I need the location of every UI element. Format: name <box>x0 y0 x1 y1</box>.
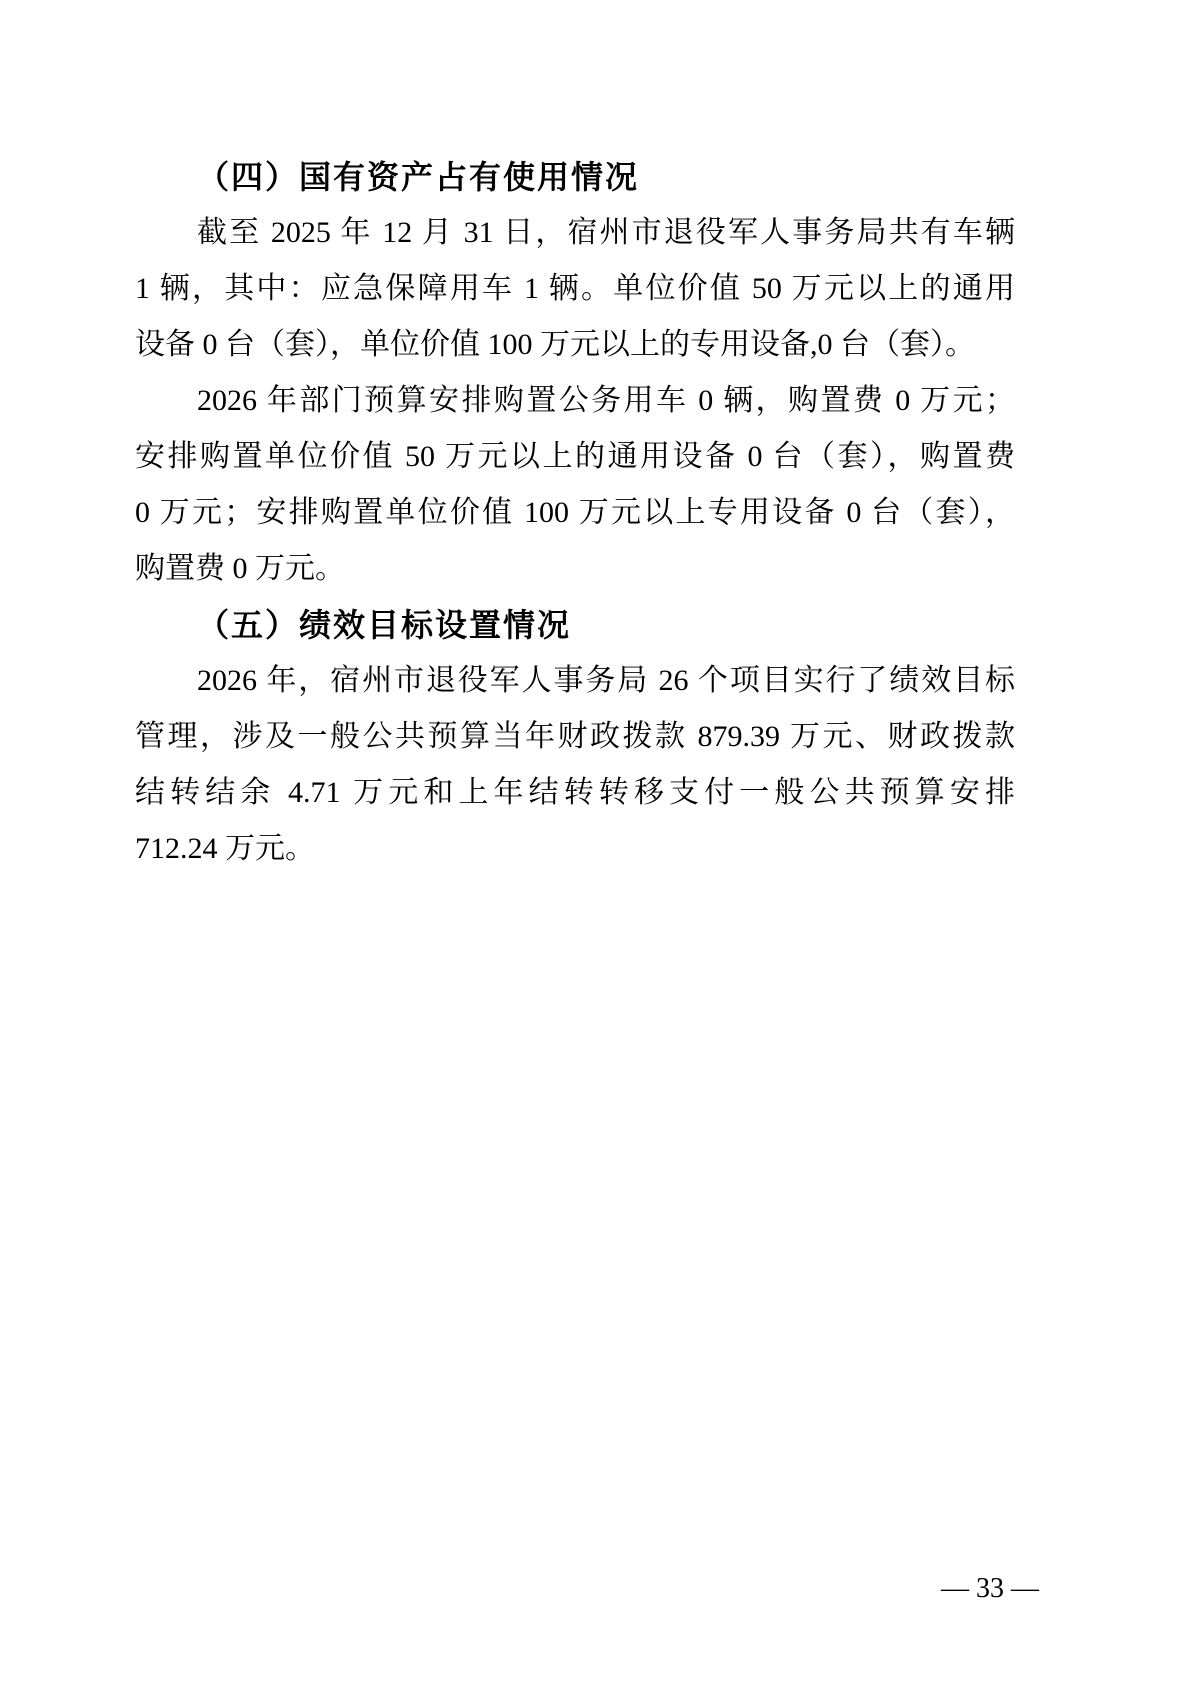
paragraph-line: 结转结余 4.71 万元和上年结转转移支付一般公共预算安排 <box>135 776 1015 809</box>
paragraph-line: 0 万元；安排购置单位价值 100 万元以上专用设备 0 台（套）， <box>135 496 1015 529</box>
paragraph-line: 设备 0 台（套），单位价值 100 万元以上的专用设备,0 台（套）。 <box>135 328 975 361</box>
paragraph-line: 管理，涉及一般公共预算当年财政拨款 879.39 万元、财政拨款 <box>135 720 1015 753</box>
section-heading-4: （四）国有资产占有使用情况 <box>197 159 640 195</box>
paragraph-line: 购置费 0 万元。 <box>135 552 345 585</box>
document-body <box>135 149 1015 877</box>
section-heading-5: （五）绩效目标设置情况 <box>197 607 572 643</box>
page-number: — 33 — <box>941 1573 1039 1604</box>
paragraph-line: 1 辆，其中：应急保障用车 1 辆。单位价值 50 万元以上的通用 <box>135 272 1015 305</box>
paragraph-line: 安排购置单位价值 50 万元以上的通用设备 0 台（套），购置费 <box>135 440 1015 473</box>
paragraph-line: 2026 年部门预算安排购置公务用车 0 辆，购置费 0 万元； <box>197 384 1015 417</box>
paragraph-line: 2026 年，宿州市退役军人事务局 26 个项目实行了绩效目标 <box>197 664 1015 697</box>
paragraph-line: 截至 2025 年 12 月 31 日，宿州市退役军人事务局共有车辆 <box>197 216 1015 249</box>
paragraph-line: 712.24 万元。 <box>135 832 315 865</box>
